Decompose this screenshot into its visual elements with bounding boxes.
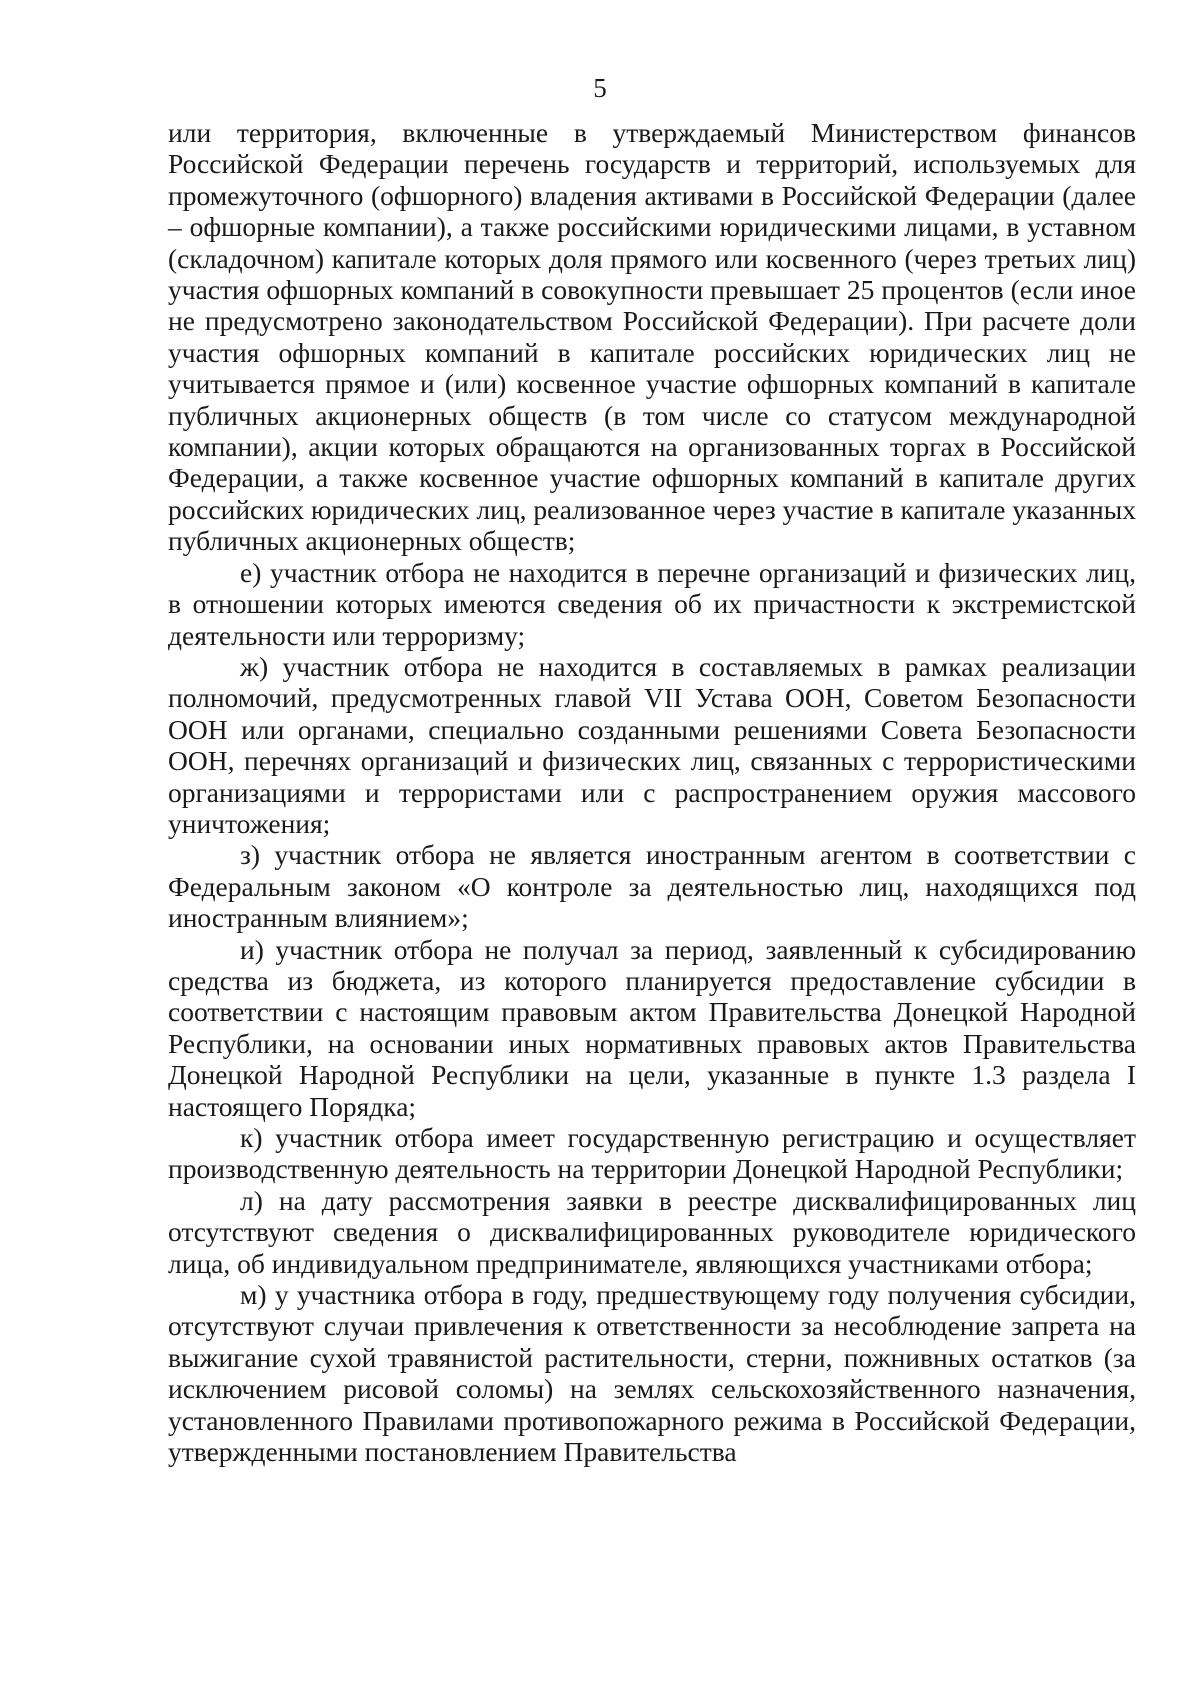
paragraph-item-m: м) у участника отбора в году, предшествующему году получения субсидии, отсутствуют случаи привлечения к ответственности за несоблюдение запрета на выжигание сухой травянистой растительности, стерни, пожнивных остатков (за исключением рисовой соломы) на землях сельскохозяйственного назначения, установленного Правилами противопожарного режима в Российской Федерации, утвержденными постановлением Правительства: [168, 1279, 1136, 1468]
document-body: [168, 117, 1136, 1467]
paragraph-item-zh: ж) участник отбора не находится в составляемых в рамках реализации полномочий, предусмотренных главой VII Устава ООН, Советом Безопасности ООН или органами, специально созданными решениями Совета Безопасности ООН, перечнях организаций и физических лиц, связанных с террористическими организациями и террористами или с распространением оружия массового уничтожения;: [168, 650, 1136, 839]
paragraph-item-z: з) участник отбора не является иностранным агентом в соответствии с Федеральным законом «О контроле за деятельностью лиц, находящихся под иностранным влиянием»;: [168, 839, 1136, 934]
paragraph-item-l: л) на дату рассмотрения заявки в реестре дисквалифицированных лиц отсутствуют сведения о дисквалифицированных руководителе юридического лица, об индивидуальном предпринимателе, являющихся участниками отбора;: [168, 1184, 1136, 1279]
paragraph-item-k: к) участник отбора имеет государственную регистрацию и осуществляет производственную деятельность на территории Донецкой Народной Республики;: [168, 1122, 1136, 1185]
page-number: 5: [593, 73, 607, 103]
paragraph-item-e: е) участник отбора не находится в перечне организаций и физических лиц, в отношении которых имеются сведения об их причастности к экстремистской деятельности или терроризму;: [168, 556, 1136, 651]
paragraph-item-i: и) участник отбора не получал за период, заявленный к субсидированию средства из бюджета, из которого планируется предоставление субсидии в соответствии с настоящим правовым актом Правительства Донецкой Народной Республики, на основании иных нормативных правовых актов Правительства Донецкой Народной Республики на цели, указанные в пункте 1.3 раздела I настоящего Порядка;: [168, 933, 1136, 1122]
paragraph-continuation: или территория, включенные в утверждаемый Министерством финансов Российской Федерации перечень государств и территорий, используемых для промежуточного (офшорного) владения активами в Российской Федерации (далее – офшорные компании), а также российскими юридическими лицами, в уставном (складочном) капитале которых доля прямого или косвенного (через третьих лиц) участия офшорных компаний в совокупности превышает 25 процентов (если иное не предусмотрено законодательством Российской Федерации). При расчете доли участия офшорных компаний в капитале российских юридических лиц не учитывается прямое и (или) косвенное участие офшорных компаний в капитале публичных акционерных обществ (в том числе со статусом международной компании), акции которых обращаются на организованных торгах в Российской Федерации, а также косвенное участие офшорных компаний в капитале других российских юридических лиц, реализованное через участие в капитале указанных публичных акционерных обществ;: [168, 117, 1136, 557]
